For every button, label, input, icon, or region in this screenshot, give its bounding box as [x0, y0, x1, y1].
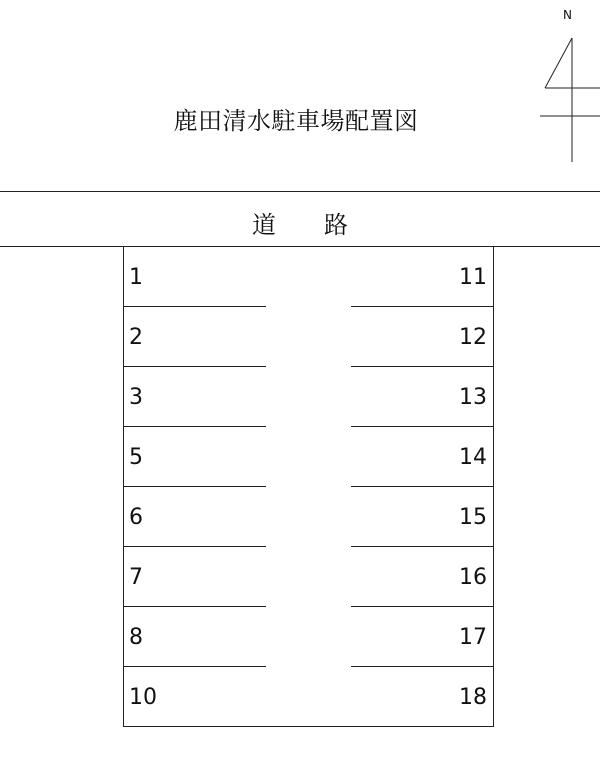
- parking-stall-right: [351, 607, 493, 667]
- parking-stall-left: [124, 427, 266, 487]
- parking-stall-left: [124, 307, 266, 367]
- north-arrow-head: [545, 38, 572, 88]
- stall-number: 2: [129, 325, 143, 350]
- stall-number: 8: [129, 625, 143, 650]
- parking-stall-right: [351, 307, 493, 367]
- stall-number: 7: [129, 565, 143, 590]
- stall-number: 1: [129, 265, 143, 290]
- parking-stall-left: [124, 667, 266, 727]
- parking-stall-right: [351, 427, 493, 487]
- stall-number: 13: [459, 385, 487, 410]
- stall-number: 18: [459, 685, 487, 710]
- parking-stall-left: [124, 487, 266, 547]
- parking-stall-right: [351, 247, 493, 307]
- parking-stall-left: [124, 607, 266, 667]
- parking-stall-right: [351, 367, 493, 427]
- road-label: 道 路: [252, 211, 348, 239]
- stall-number: 15: [459, 505, 487, 530]
- stall-number: 12: [459, 325, 487, 350]
- stall-number: 16: [459, 565, 487, 590]
- parking-stall-right: [351, 547, 493, 607]
- parking-stall-right: [351, 667, 493, 727]
- parking-stall-right: [351, 487, 493, 547]
- stall-number: 3: [129, 385, 143, 410]
- stall-number: 10: [129, 685, 157, 710]
- stall-number: 14: [459, 445, 487, 470]
- stall-number: 17: [459, 625, 487, 650]
- stall-number: 5: [129, 445, 143, 470]
- stall-number: 11: [459, 265, 487, 290]
- stall-number: 6: [129, 505, 143, 530]
- parking-stall-left: [124, 367, 266, 427]
- north-label: N: [563, 8, 572, 22]
- page-title: 鹿田清水駐車場配置図: [173, 107, 419, 135]
- north-arrow-icon: [530, 20, 600, 165]
- parking-stall-left: [124, 547, 266, 607]
- parking-stall-left: [124, 247, 266, 307]
